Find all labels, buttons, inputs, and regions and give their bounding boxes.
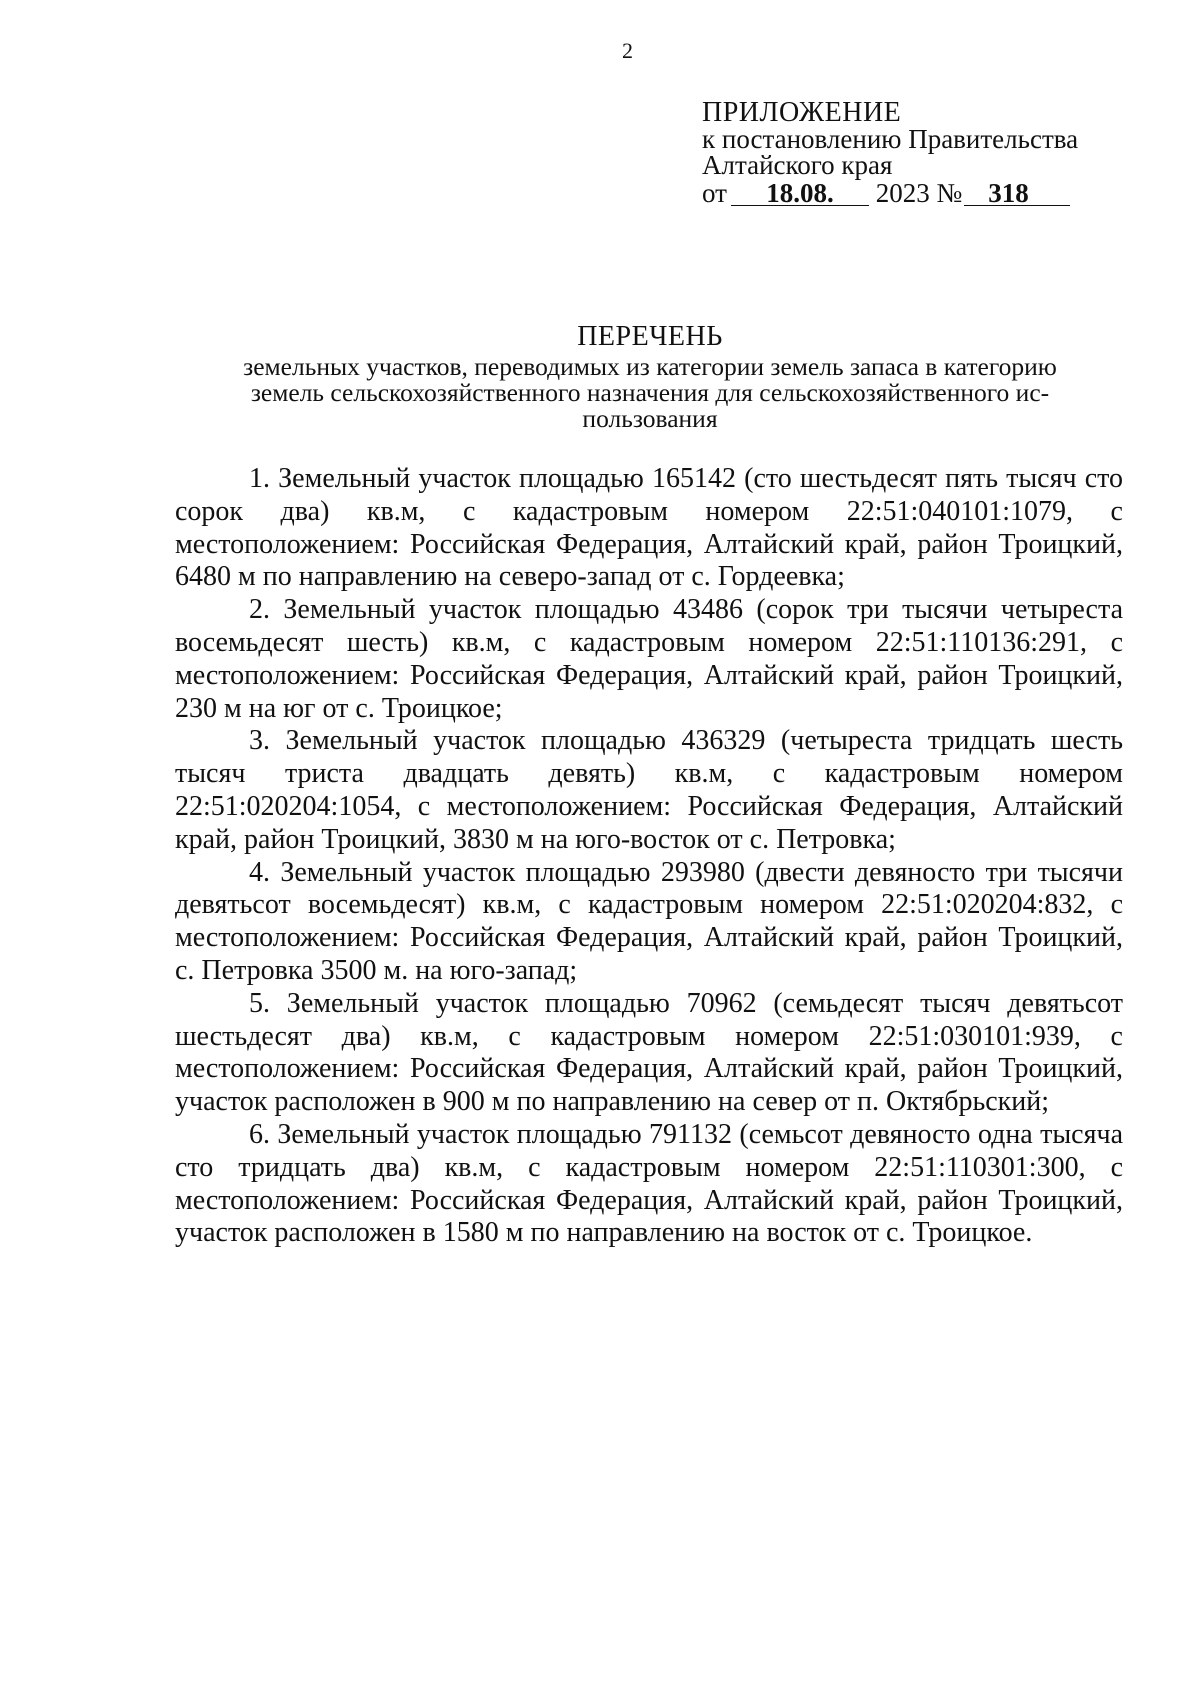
appendix-date-line <box>702 180 1078 206</box>
list-item: 1. Земельный участок площадью 165142 (сто шестьдесят пять тысяч сто сорок два) кв.м, с кадастровым номером 22:51:040101:1079, с местоположением: Российская Федерация, Алтайский край, район Троицкий, 6480 м по направлению на северо-запад от с. Гордеевка; <box>175 463 1123 593</box>
date-field: 18.08. <box>731 181 869 206</box>
list-item: 2. Земельный участок площадью 43486 (сорок три тысячи четыреста восемьдесят шесть) кв.м, с кадастровым номером 22:51:110136:291, с местоположением: Российская Федерация, Алтайский край, район Троицкий, 230 м на юг от с. Троицкое; <box>175 594 1123 724</box>
list-subtitle-line: пользования <box>582 404 718 433</box>
number-sign: № <box>936 178 963 208</box>
list-item: 5. Земельный участок площадью 70962 (семьдесят тысяч девятьсот шестьдесят два) кв.м, с кадастровым номером 22:51:030101:939, с местоположением: Российская Федерация, Алтайский край, район Троицкий, участок расположен в 900 м по направлению на север от п. Октябрьский; <box>175 987 1123 1118</box>
number-field: 318 <box>964 181 1070 206</box>
list-item: 6. Земельный участок площадью 791132 (семьсот девяносто одна тысяча сто тридцать два) кв.м, с кадастровым номером 22:51:110301:300, с местоположением: Российская Федерация, Алтайский край, район Троицкий, участок расположен в 1580 м по направлению на восток от с. Троицкое. <box>175 1118 1123 1249</box>
list-subtitle-line: земельных участков, переводимых из категории земель запаса в категорию <box>243 352 1057 381</box>
appendix-line-resolution: к постановлению Правительства <box>702 124 1079 154</box>
list-item: 4. Земельный участок площадью 293980 (двести девяносто три тысячи девятьсот восемьдесят) кв.м, с кадастровым номером 22:51:020204:832, с местоположением: Российская Федерация, Алтайский край, район Троицкий, с. Петровка 3500 м. на юго-запад; <box>175 856 1123 986</box>
list-header <box>175 321 1125 433</box>
appendix-block <box>702 97 1079 208</box>
appendix-title: ПРИЛОЖЕНИЕ <box>702 97 902 128</box>
page-number: 2 <box>622 38 633 63</box>
list-title: ПЕРЕЧЕНЬ <box>577 321 723 352</box>
list-subtitle-line: земель сельскохозяйственного назначения для сельскохозяйственного ис- <box>250 378 1050 407</box>
land-plots-list <box>175 463 1123 1250</box>
date-prefix: от <box>702 178 727 208</box>
list-item: 3. Земельный участок площадью 436329 (четыреста тридцать шесть тысяч триста двадцать девять) кв.м, с кадастровым номером 22:51:020204:1054, с местоположением: Российская Федерация, Алтайский край, район Троицкий, 3830 м на юго-восток от с. Петровка; <box>175 725 1123 855</box>
appendix-line-region: Алтайского края <box>702 150 893 180</box>
year-text: 2023 <box>875 178 930 208</box>
